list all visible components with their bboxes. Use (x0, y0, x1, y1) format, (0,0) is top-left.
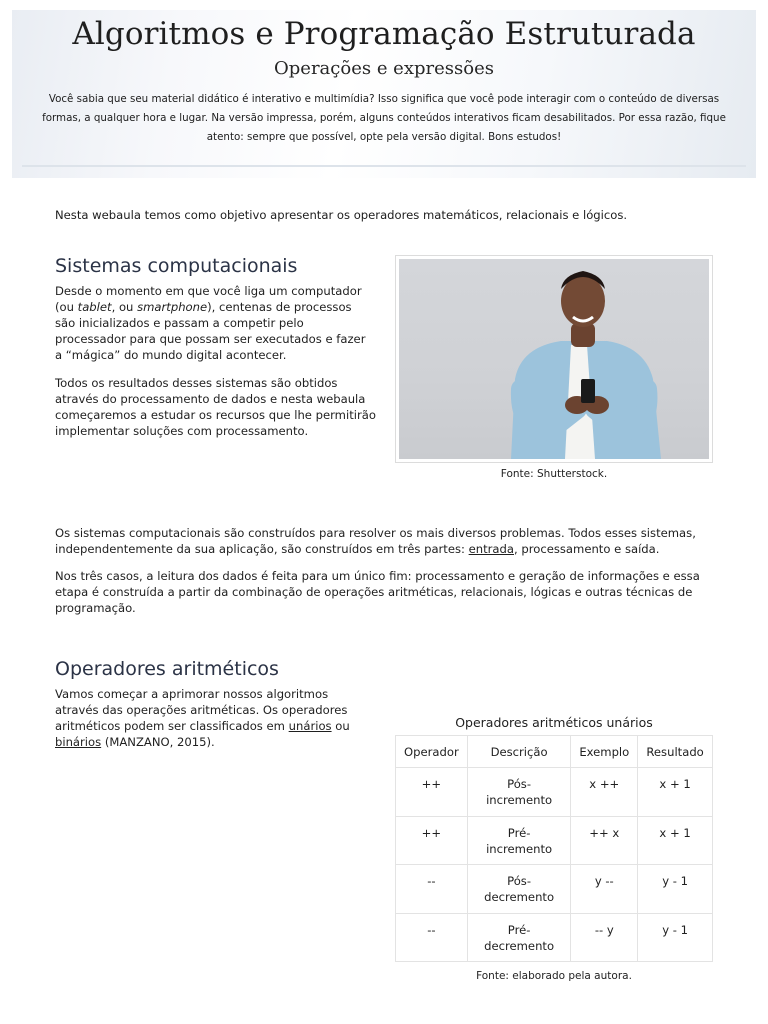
section1-paragraph-1 (55, 283, 373, 363)
text-smartphone: smartphone (137, 300, 208, 314)
text-span: Os sistemas computacionais são construídos para resolver os mais diversos problemas. Todos esses sistemas, independentemente da sua aplicação, são construídos em três partes: (55, 526, 696, 556)
table-cell: ++ x (571, 816, 638, 865)
interactive-notice: Você sabia que seu material didático é interativo e multimídia? Isso significa que você pode interagir com o conteúdo de diversas formas, a qualquer hora e lugar. Na versão impressa, porém, alguns conteúdos interativos ficam desabilitados. Por essa razão, fique atento: sempre que possível, opte pela versão digital. Bons estudos! (42, 93, 726, 143)
table-cell: -- y (571, 913, 638, 962)
section-heading-sistemas: Sistemas computacionais (55, 255, 298, 277)
text-span: Desde o momento em que você liga um computador (ou (55, 284, 362, 314)
table-title: Operadores aritméticos unários (455, 715, 653, 730)
link-entrada[interactable]: entrada (468, 542, 514, 556)
column-header: Operador (396, 736, 468, 768)
table-cell: y - 1 (638, 913, 713, 962)
figure-photo (395, 255, 713, 463)
column-header: Resultado (638, 736, 713, 768)
table-cell: Pós- incremento (467, 768, 571, 817)
table-cell: x + 1 (638, 768, 713, 817)
photo-man-with-smartphone (399, 259, 709, 459)
text-span: Vamos começar a aprimorar nossos algoritmos através das operações aritméticas. Os operadores aritméticos podem ser classificados em (55, 687, 348, 733)
page-header (12, 10, 756, 178)
image-caption: Fonte: Shutterstock. (500, 468, 608, 480)
text-span: ), centenas de processos são inicializados e passam a competir pelo processador para que possam ser executados e fazer a “mágica” do mundo digital acontecer. (55, 300, 366, 362)
table-cell: ++ (396, 768, 468, 817)
photo-illustration (399, 259, 709, 459)
table-cell: x + 1 (638, 816, 713, 865)
text-span: (MANZANO, 2015). (101, 735, 215, 749)
unary-operators-table (395, 735, 713, 962)
header-divider (22, 165, 746, 167)
table-row (396, 865, 713, 914)
link-unarios[interactable]: unários (288, 719, 332, 733)
table-cell: y -- (571, 865, 638, 914)
intro-paragraph: Nesta webaula temos como objetivo apresentar os operadores matemáticos, relacionais e lógicos. (55, 208, 628, 222)
text-tablet: tablet (77, 300, 112, 314)
text-span: , processamento e saída. (514, 542, 660, 556)
section2-paragraph-1 (55, 686, 373, 750)
table-cell: -- (396, 913, 468, 962)
section1-paragraph-2: Todos os resultados desses sistemas são obtidos através do processamento de dados e nesta webaula começaremos a estudar os recursos que lhe permitirão implementar soluções com processamento. (55, 376, 376, 438)
section-heading-operadores: Operadores aritméticos (55, 658, 279, 680)
table-header-row (396, 736, 713, 768)
text-span: , ou (111, 300, 138, 314)
table-row (396, 816, 713, 865)
page-subtitle: Operações e expressões (274, 58, 494, 79)
table-cell: Pré- incremento (467, 816, 571, 865)
column-header: Descrição (467, 736, 571, 768)
table-cell: Pré- decremento (467, 913, 571, 962)
table-caption: Fonte: elaborado pela autora. (476, 970, 632, 982)
section1-paragraph-3 (55, 525, 720, 557)
section1-paragraph-4: Nos três casos, a leitura dos dados é feita para um único fim: processamento e geração de informações e essa etapa é construída a partir da combinação de operações aritméticas, relacionais, lógicas e outras técnicas de programação. (55, 569, 700, 615)
table-cell: ++ (396, 816, 468, 865)
table-cell: -- (396, 865, 468, 914)
text-span: ou (331, 719, 350, 733)
column-header: Exemplo (571, 736, 638, 768)
table-cell: x ++ (571, 768, 638, 817)
page-title: Algoritmos e Programação Estruturada (72, 16, 696, 52)
table-row (396, 768, 713, 817)
table-cell: y - 1 (638, 865, 713, 914)
link-binarios[interactable]: binários (55, 735, 102, 749)
table-cell: Pós- decremento (467, 865, 571, 914)
table-row (396, 913, 713, 962)
